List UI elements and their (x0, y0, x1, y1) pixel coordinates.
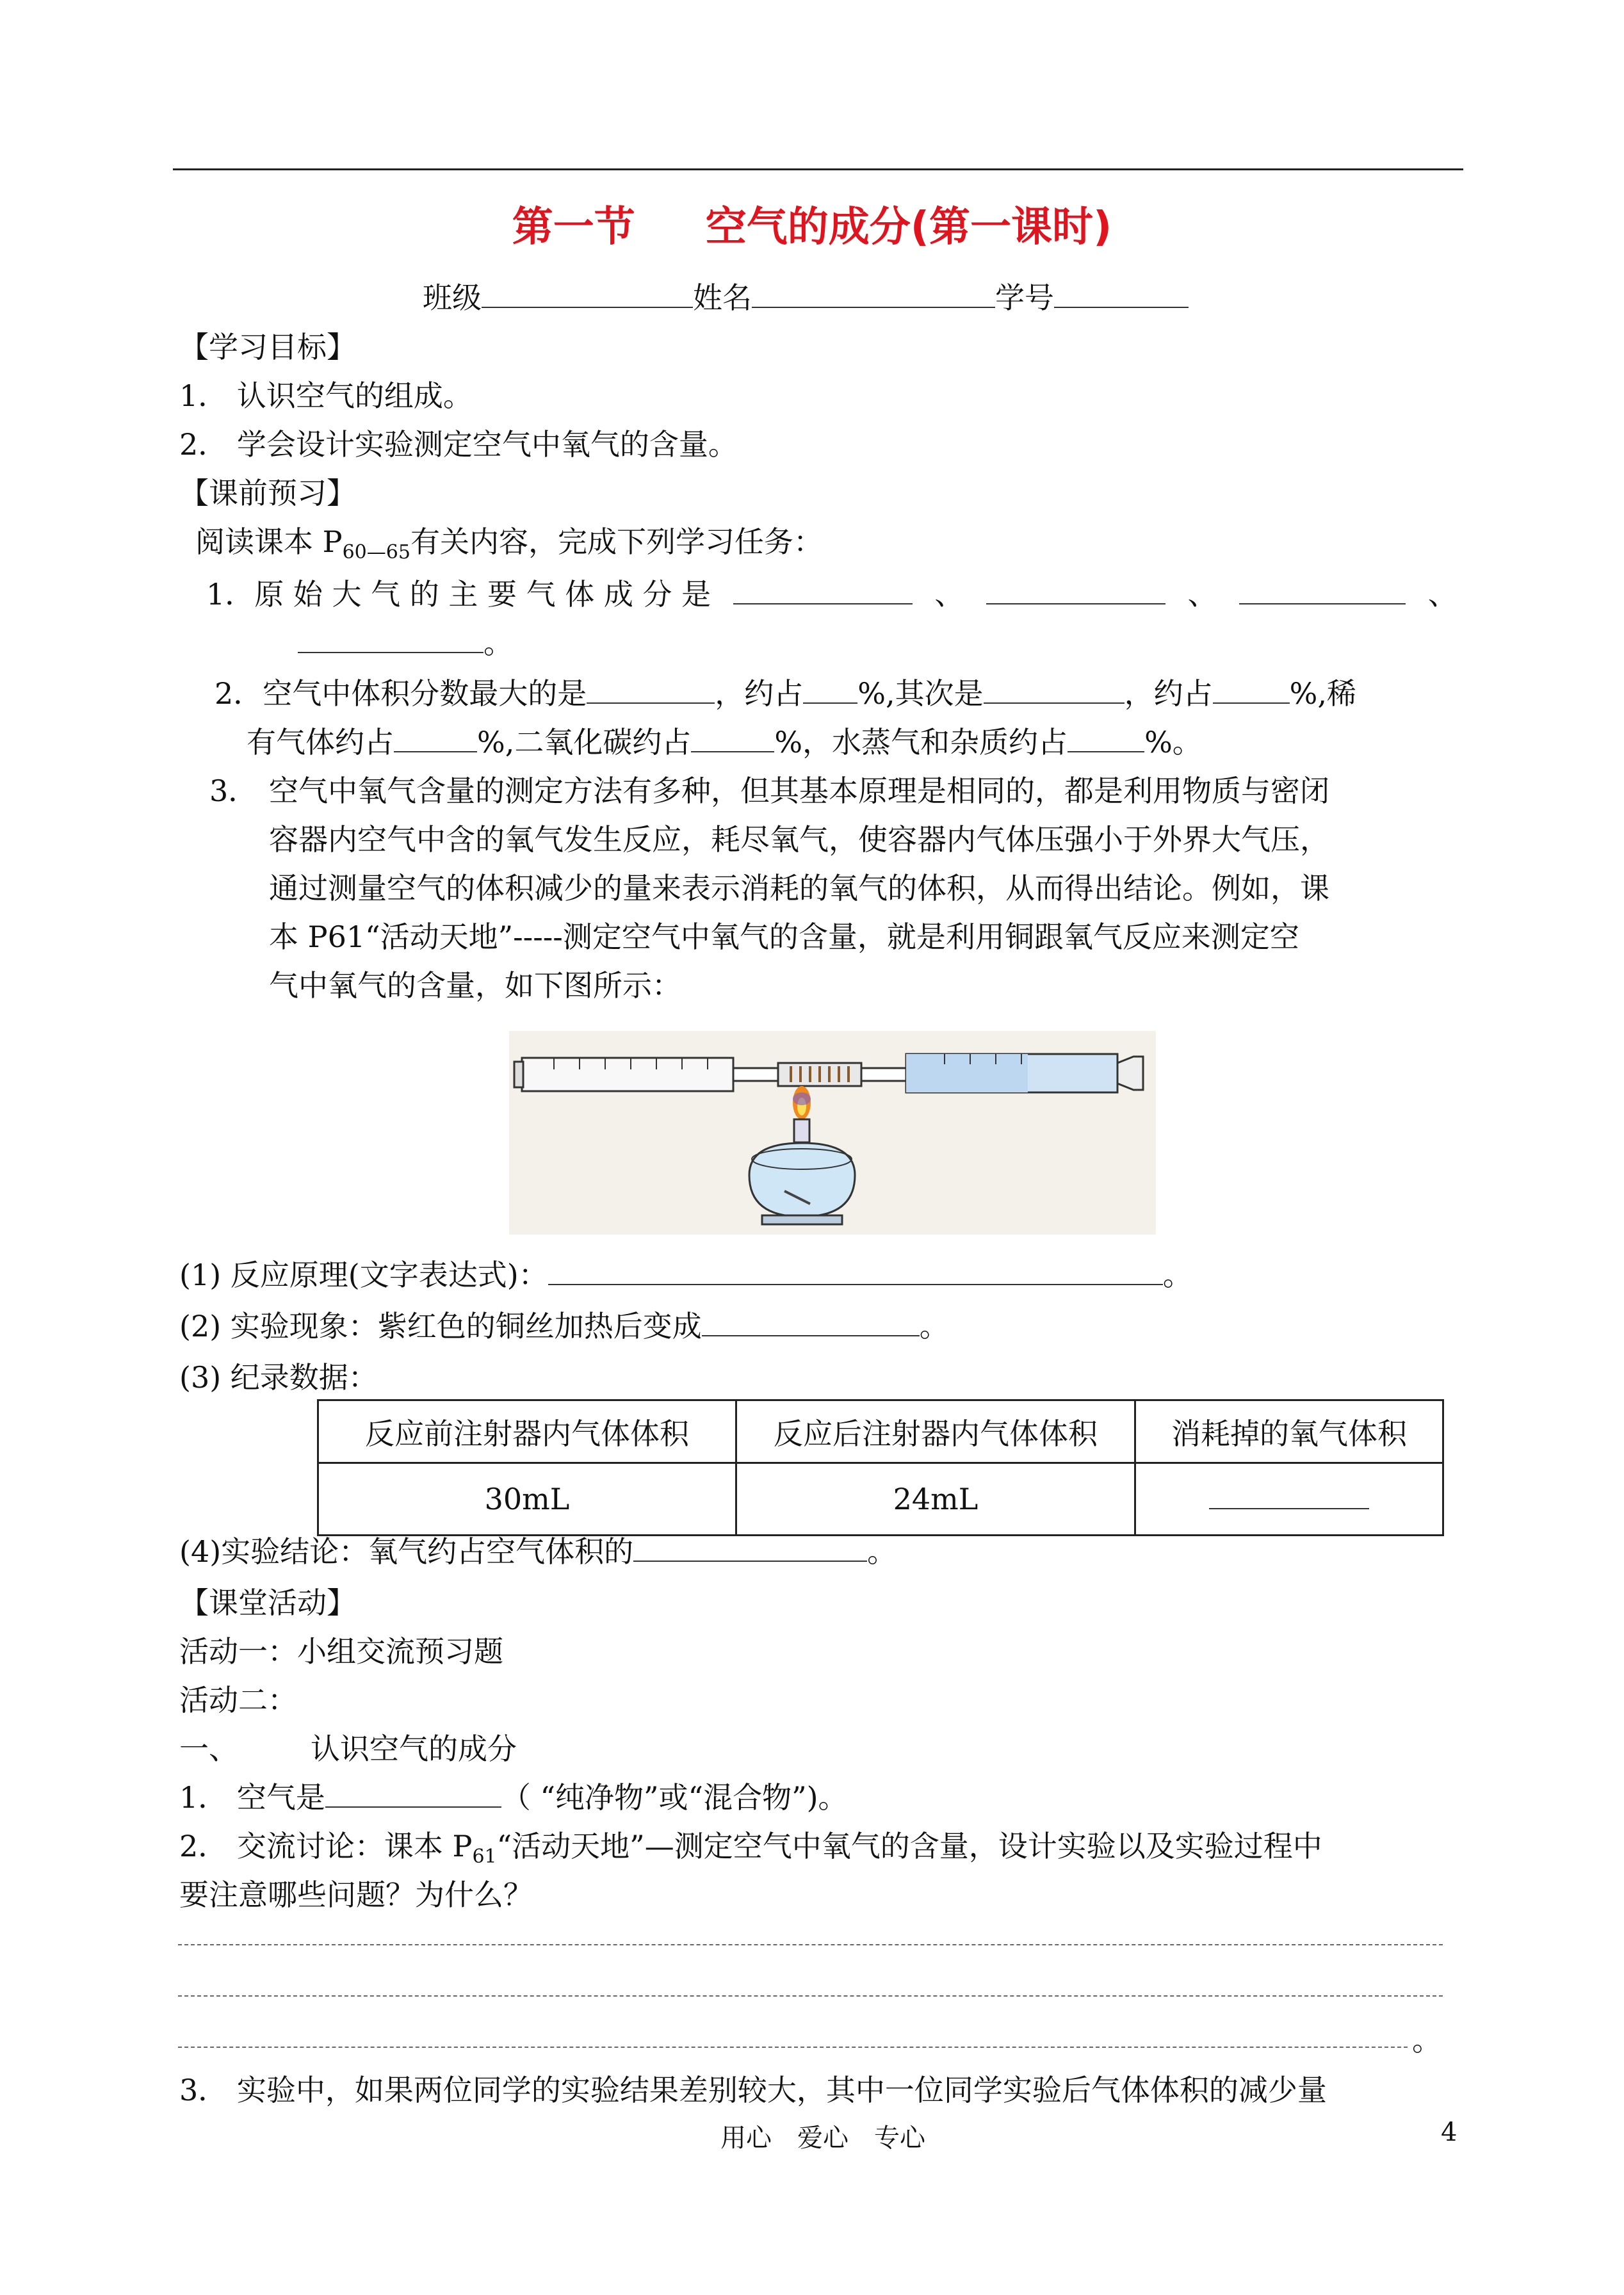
answer-period: 。 (1412, 2023, 1441, 2057)
question-text: %,稀 (1289, 676, 1356, 711)
class-field[interactable] (482, 281, 693, 308)
exp-text: (1) 反应原理(文字表达式)： (179, 1258, 548, 1292)
page-title (0, 202, 1624, 253)
table-header-row (318, 1400, 1443, 1463)
separator: 、 (1187, 577, 1217, 612)
answer-blank[interactable] (1239, 578, 1406, 604)
student-info-line (423, 280, 1189, 316)
table-cell-answer[interactable] (1135, 1463, 1443, 1536)
activity-item-1 (179, 1780, 848, 1815)
table-cell: 30mL (318, 1463, 736, 1536)
preview-heading: 【课前预习】 (179, 476, 356, 510)
question-3-number: 3． (209, 774, 258, 808)
answer-blank[interactable] (548, 1258, 1163, 1285)
goal-item: 2． 学会设计实验测定空气中氧气的含量。 (179, 427, 738, 462)
question-2-cont (247, 724, 1202, 760)
question-text: 1．原 始 大 气 的 主 要 气 体 成 分 是 (206, 577, 711, 612)
question-3-line: 容器内空气中含的氧气发生反应，耗尽氧气，使容器内气体压强小于外界大气压， (269, 822, 1329, 857)
exp-principle (179, 1257, 1192, 1293)
table-header-cell: 反应后注射器内气体体积 (736, 1400, 1135, 1463)
answer-blank[interactable] (587, 677, 715, 704)
question-3-line: 通过测量空气的体积减少的量来表示消耗的氧气的体积，从而得出结论。例如，课 (269, 871, 1329, 905)
question-2 (215, 676, 1356, 711)
question-text: %,二氧化碳约占 (477, 725, 692, 759)
goal-item: 1． 认识空气的组成。 (179, 378, 473, 413)
intro-text: 阅读课本 P (195, 524, 343, 559)
answer-blank[interactable] (986, 578, 1165, 604)
table-header-cell: 消耗掉的氧气体积 (1135, 1400, 1443, 1463)
table-cell: 24mL (736, 1463, 1135, 1536)
table-row (318, 1463, 1443, 1536)
question-text: 2．空气中体积分数最大的是 (215, 676, 587, 711)
answer-blank[interactable] (691, 726, 774, 752)
item-text: “活动天地”—测定空气中氧气的含量，设计实验以及实验过程中 (496, 1829, 1322, 1863)
exp-conclusion (179, 1534, 897, 1569)
activity-item-2-cont: 要注意哪些问题？为什么？ (179, 1877, 533, 1912)
page-ref: 61 (472, 1845, 497, 1869)
answer-blank[interactable] (633, 1535, 867, 1562)
question-3-line: 气中氧气的含量，如下图所示： (269, 968, 681, 1003)
answer-blank[interactable] (325, 1781, 501, 1808)
page-number: 4 (1441, 2118, 1458, 2147)
question-text: %。 (1144, 725, 1202, 759)
student-no-label: 学号 (995, 280, 1054, 315)
table-header-cell: 反应前注射器内气体体积 (318, 1400, 736, 1463)
header-rule (173, 168, 1463, 170)
activity-item-3: 3． 实验中，如果两位同学的实验结果差别较大，其中一位同学实验后气体体积的减少量 (179, 2073, 1327, 2107)
period: 。 (483, 626, 513, 660)
class-label: 班级 (423, 280, 482, 315)
intro-page-range: 60—65 (342, 541, 410, 564)
separator: 、 (1427, 577, 1458, 612)
exp-record: (3) 纪录数据： (179, 1360, 378, 1395)
question-text: ，约占 (715, 676, 804, 711)
apparatus-figure (509, 1031, 1156, 1235)
answer-blank[interactable] (1209, 1489, 1369, 1509)
title-section: 第一节 (512, 204, 635, 251)
name-field[interactable] (752, 281, 995, 308)
preview-intro (195, 524, 823, 571)
exp-text: (2) 实验现象：紫红色的铜丝加热后变成 (179, 1309, 702, 1343)
section-title: 认识空气的成分 (311, 1731, 517, 1766)
item-text: 2． 交流讨论：课本 P (179, 1829, 473, 1863)
answer-blank[interactable] (298, 626, 483, 653)
item-text: （ “纯净物”或“混合物”)。 (501, 1780, 848, 1815)
section-number: 一、 (179, 1731, 238, 1766)
item-text: 1． 空气是 (179, 1780, 325, 1815)
answer-line[interactable] (178, 1944, 1443, 1945)
answer-blank[interactable] (984, 677, 1125, 704)
intro-text: 有关内容，完成下列学习任务： (410, 524, 823, 559)
title-topic: 空气的成分(第一课时) (705, 204, 1112, 251)
question-3-line: 空气中氧气含量的测定方法有多种，但其基本原理是相同的，都是利用物质与密闭 (269, 774, 1329, 808)
exp-phenomenon (179, 1308, 949, 1344)
answer-blank[interactable] (702, 1310, 920, 1336)
question-1 (206, 576, 1458, 612)
period: 。 (867, 1534, 897, 1569)
question-1-cont (298, 625, 513, 661)
data-table (317, 1399, 1444, 1536)
question-3-line: 本 P61“活动天地”-----测定空气中氧气的含量，就是利用铜跟氧气反应来测定空 (269, 920, 1299, 954)
activity-two: 活动二： (179, 1683, 297, 1717)
goals-heading: 【学习目标】 (179, 330, 356, 364)
answer-line[interactable] (178, 1995, 1443, 1997)
answer-blank[interactable] (1213, 677, 1290, 704)
answer-blank[interactable] (394, 726, 477, 752)
period: 。 (919, 1309, 949, 1343)
question-text: 有气体约占 (247, 725, 394, 759)
answer-blank[interactable] (1068, 726, 1144, 752)
question-text: %,其次是 (857, 676, 984, 711)
question-text: ，约占 (1124, 676, 1213, 711)
answer-line[interactable] (178, 2047, 1408, 2048)
question-text: %，水蒸气和杂质约占 (774, 725, 1068, 759)
student-no-field[interactable] (1054, 281, 1189, 308)
class-activity-heading: 【课堂活动】 (179, 1585, 356, 1620)
separator: 、 (934, 577, 964, 612)
syringe-apparatus-illustration (509, 1031, 1156, 1235)
footer-motto: 用心 爱心 专心 (720, 2123, 925, 2153)
answer-blank[interactable] (803, 677, 857, 704)
activity-one: 活动一：小组交流预习题 (179, 1634, 503, 1669)
activity-item-2 (179, 1828, 1322, 1875)
name-label: 姓名 (693, 280, 752, 315)
exp-text: (4)实验结论：氧气约占空气体积的 (179, 1534, 634, 1569)
answer-blank[interactable] (733, 578, 913, 604)
period: 。 (1162, 1258, 1192, 1292)
